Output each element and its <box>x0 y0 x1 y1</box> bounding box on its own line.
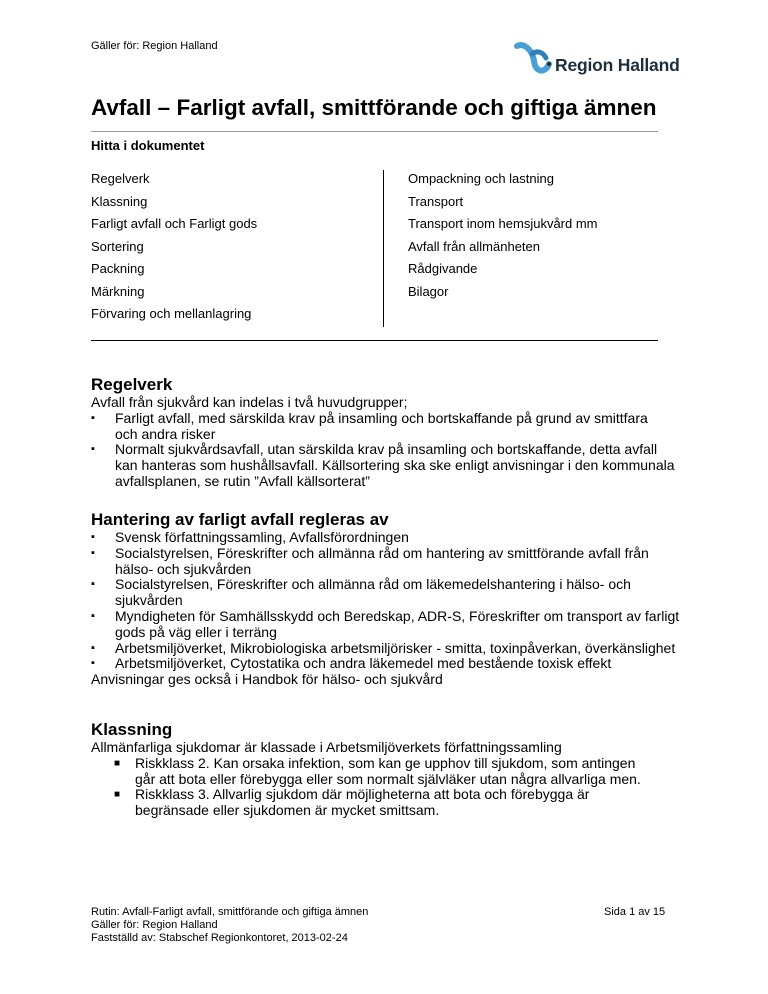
page-title: Avfall – Farligt avfall, smittförande och giftiga ämnen <box>91 95 657 120</box>
toc-right-column <box>408 171 668 311</box>
regelverk-intro: Avfall från sjukvård kan indelas i två huvudgrupper; <box>91 394 408 410</box>
toc-link-farligt-avfall-gods[interactable]: Farligt avfall och Farligt gods <box>91 216 258 231</box>
toc-link-packning[interactable]: Packning <box>91 261 145 276</box>
toc-link-sortering[interactable]: Sortering <box>91 238 144 254</box>
header-applies-to: Gäller för: Region Halland <box>91 40 218 52</box>
toc-link-markning[interactable]: Märkning <box>91 283 145 299</box>
klassning-intro: Allmänfarliga sjukdomar är klassade i Arbetsmiljöverkets författningssamling <box>91 739 562 755</box>
toc-link-radgivande[interactable]: Rådgivande <box>408 261 478 276</box>
toc-link-forvaring[interactable]: Förvaring och mellanlagring <box>91 306 252 321</box>
toc-link-bilagor[interactable]: Bilagor <box>408 283 449 299</box>
toc-link-ompackning[interactable]: Ompackning och lastning <box>408 171 554 186</box>
regelverk-bullets <box>91 411 691 490</box>
list-item: ■ Riskklass 3. Allvarlig sjukdom där möjligheterna att bota och förebygga är begränsade eller sjukdomen är mycket smittsam. <box>91 787 655 819</box>
section-regelverk <box>91 375 691 490</box>
toc-left-column <box>91 171 371 331</box>
section-heading-klassning: Klassning <box>91 720 173 739</box>
toc-link-avfall-allmanheten[interactable]: Avfall från allmänheten <box>408 238 541 254</box>
region-halland-logo-icon <box>513 40 553 80</box>
toc-link-regelverk[interactable]: Regelverk <box>91 171 150 186</box>
footer-applies-to: Gäller för: Region Halland <box>91 919 218 931</box>
list-item: ▪ Socialstyrelsen, Föreskrifter och allmänna råd om läkemedelshantering i hälso- och sjukvården <box>91 577 680 609</box>
logo-text: Region Halland <box>555 55 680 75</box>
footer-info <box>91 906 391 945</box>
klassning-bullets <box>91 756 691 819</box>
region-halland-logo <box>513 40 679 82</box>
hantering-bullets <box>91 530 691 672</box>
list-item: ■ Riskklass 2. Kan orsaka infektion, som kan ge upphov till sjukdom, som antingen går att bota eller förebygga eller som normalt självläker utan några allvarliga men. <box>91 756 655 788</box>
section-klassning <box>91 720 691 819</box>
footer-page-number: Sida 1 av 15 <box>604 906 666 918</box>
section-hantering <box>91 510 691 688</box>
list-item: ▪ Socialstyrelsen, Föreskrifter och allmänna råd om hantering av smittförande avfall från hälso- och sjukvården <box>91 546 680 578</box>
toc-bottom-divider <box>91 340 658 341</box>
section-heading-hantering: Hantering av farligt avfall regleras av <box>91 510 389 529</box>
toc-heading: Hitta i dokumentet <box>91 138 205 153</box>
list-item: ▪ Arbetsmiljöverket, Mikrobiologiska arbetsmiljörisker - smitta, toxinpåverkan, överkänslighet <box>91 641 680 657</box>
toc-link-transport-hemsjukvard[interactable]: Transport inom hemsjukvård mm <box>408 216 598 231</box>
toc-link-klassning[interactable]: Klassning <box>91 193 148 209</box>
toc-link-transport[interactable]: Transport <box>408 193 464 209</box>
hantering-outro: Anvisningar ges också i Handbok för hälso- och sjukvård <box>91 671 443 688</box>
list-item: ▪ Farligt avfall, med särskilda krav på insamling och bortskaffande på grund av smittfara och andra risker <box>91 411 670 443</box>
section-heading-regelverk: Regelverk <box>91 375 173 394</box>
footer-established-by: Fastställd av: Stabschef Regionkontoret, 2013-02-24 <box>91 932 348 944</box>
toc-column-divider <box>383 170 384 327</box>
footer-routine: Rutin: Avfall-Farligt avfall, smittförande och giftiga ämnen <box>91 906 369 918</box>
list-item: ▪ Myndigheten för Samhällsskydd och Beredskap, ADR-S, Föreskrifter om transport av farligt gods på väg eller i terräng <box>91 609 680 641</box>
title-divider <box>91 131 658 132</box>
list-item: ▪ Normalt sjukvårdsavfall, utan särskilda krav på insamling och bortskaffande, detta avfall kan hanteras som hushållsavfall. Källsortering ska ske enligt anvisningar i den kommunala avfallsplanen, se rutin ”Avfall källsorterat” <box>91 442 680 489</box>
list-item: ▪ Arbetsmiljöverket, Cytostatika och andra läkemedel med bestående toxisk effekt <box>91 656 695 672</box>
list-item: ▪ Svensk författningssamling, Avfallsförordningen <box>91 530 680 546</box>
